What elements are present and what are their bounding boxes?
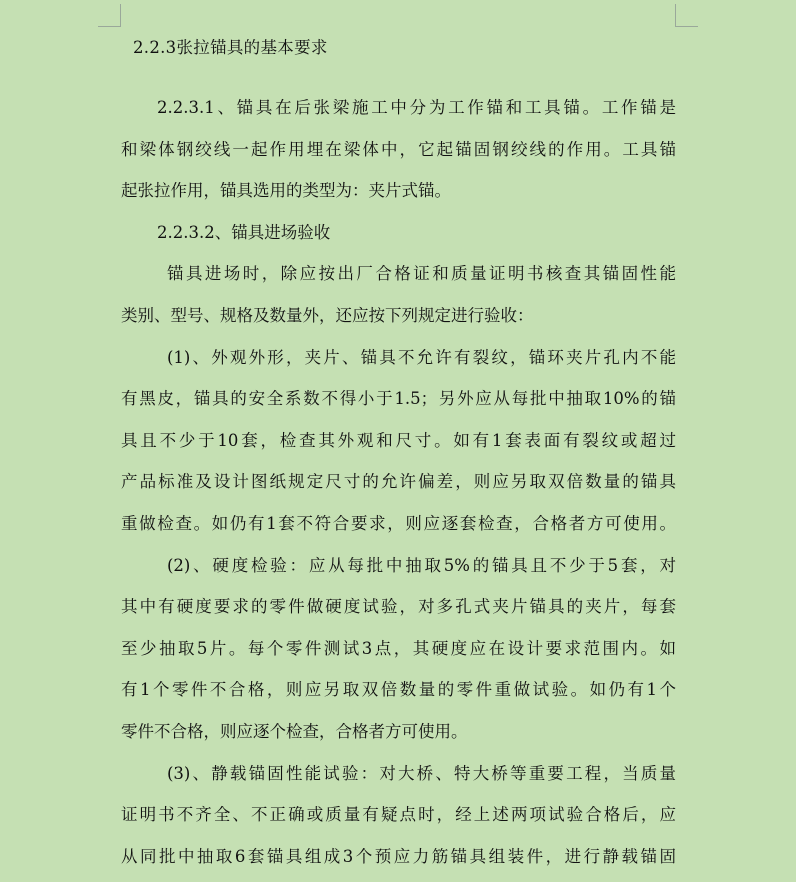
paragraph-line: (2)、硬度检验：应从每批中抽取5%的锚具且不少于5套，对: [167, 555, 676, 575]
paragraph-line: 从同批中抽取6套锚具组成3个预应力筋锚具组装件，进行静载锚固: [121, 846, 676, 866]
paragraph-line: 重做检查。如仍有1套不符合要求，则应逐套检查，合格者方可使用。: [121, 513, 676, 533]
paragraph-line: 零件不合格，则应逐个检查，合格者方可使用。: [121, 721, 468, 741]
section-heading: 2.2.3张拉锚具的基本要求: [133, 38, 328, 57]
paragraph-line: 产品标准及设计图纸规定尺寸的允许偏差，则应另取双倍数量的锚具: [121, 472, 676, 492]
crop-mark-top-right: [675, 4, 698, 27]
paragraph-line: 其中有硬度要求的零件做硬度试验，对多孔式夹片锚具的夹片，每套: [121, 597, 676, 617]
paragraph-line: 有1个零件不合格，则应另取双倍数量的零件重做试验。如仍有1个: [121, 680, 676, 700]
paragraph-line: 起张拉作用，锚具选用的类型为：夹片式锚。: [121, 181, 451, 201]
paragraph-line: 至少抽取5片。每个零件测试3点，其硬度应在设计要求范围内。如: [121, 638, 676, 658]
paragraph-line: 有黑皮，锚具的安全系数不得小于1.5；另外应从每批中抽取10%的锚: [121, 389, 676, 409]
paragraph-line: 类别、型号、规格及数量外，还应按下列规定进行验收：: [121, 305, 534, 325]
crop-mark-top-left: [98, 4, 121, 27]
paragraph-line: (1)、外观外形，夹片、锚具不允许有裂纹，锚环夹片孔内不能: [167, 347, 676, 367]
paragraph-line: (3)、静载锚固性能试验：对大桥、特大桥等重要工程，当质量: [167, 763, 676, 783]
paragraph-line: 具且不少于10套，检查其外观和尺寸。如有1套表面有裂纹或超过: [121, 430, 676, 450]
paragraph-line: 和梁体钢绞线一起作用埋在梁体中，它起锚固钢绞线的作用。工具锚: [121, 139, 676, 159]
paragraph-line: 2.2.3.1、锚具在后张梁施工中分为工作锚和工具锚。工作锚是: [157, 98, 676, 117]
subsection-heading: 2.2.3.2、锚具进场验收: [157, 222, 331, 242]
paragraph-line: 证明书不齐全、不正确或质量有疑点时，经上述两项试验合格后，应: [121, 805, 676, 825]
document-body: [121, 87, 676, 877]
paragraph-line: 锚具进场时，除应按出厂合格证和质量证明书核查其锚固性能: [167, 264, 676, 284]
